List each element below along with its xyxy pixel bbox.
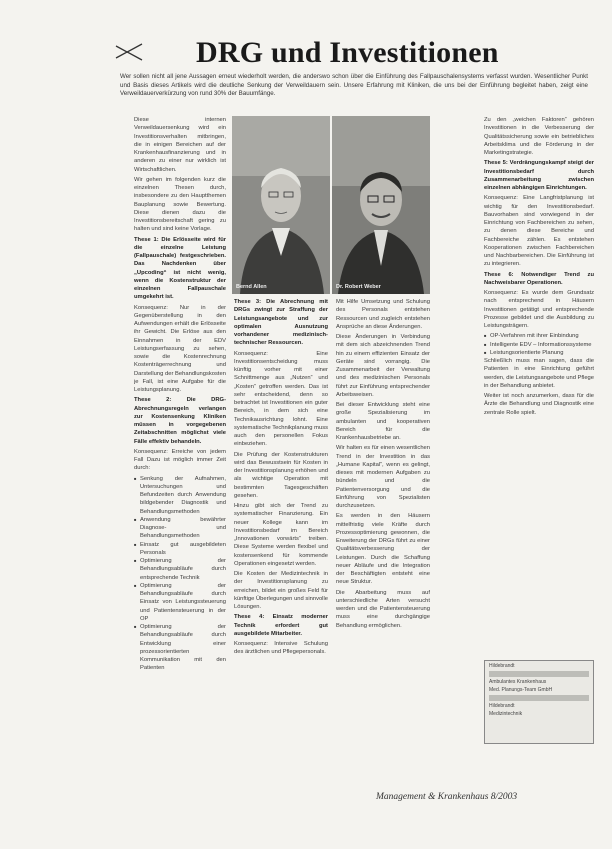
thesis-heading: These 6: Notwendiger Trend zu Nachweisbarer Operationen. — [484, 271, 594, 286]
thesis-heading: These 3: Die Abrechnung mit DRGs zwingt zur Straffung der Leistungsangebote und zur optimalen Ausnutzung vorhandener medizinisch-technischer Ressourcen. — [234, 299, 328, 347]
list-item: ■ Optimierung der Behandlungsabläufe durch Einsatz von Leistungssteuerung und Patientensteuerung in der OP — [134, 582, 226, 623]
list-item: ■ Intelligente EDV – Informationssysteme — [484, 341, 594, 349]
handwritten-cross-mark — [112, 40, 148, 66]
list-item: ■ OP-Verfahren mit ihrer Einbindung — [484, 332, 594, 340]
list-item: ■ Optimierung der Behandlungsabläufe durch Entwicklung einer prozessorientierten Kommunikation mit den Patienten — [134, 623, 226, 673]
box-line: Ambulantes Krankenhaus — [489, 679, 547, 685]
paragraph: Schließlich muss man sagen, dass die Patienten in eine Einrichtung geführt werden, die Leistungsangebote und Pflege in der Behandlung anbietet. — [484, 358, 594, 389]
thesis-heading: These 1: Die Erlösseite wird für die einzelne Leistung (Fallpauschale) festgeschrieben. Das Nachdenken über „Upcoding“ ist nicht wenig, wenn die Kostenstruktur der einzelnen Fallpauschale umgekehrt ist. — [134, 236, 226, 301]
paragraph: Mit Hilfe Umsetzung und Schulung des Personals entstehen Ressourcen und zugleich entstehen Ansprüche an diese Änderungen. — [336, 299, 430, 330]
paragraph: Hinzu gibt sich der Trend zu systematischer Finanzierung. Ein neuer Kollege kann im Investitionsbedarf im Bereich „Innovationen vorwärts“ treiben. Diese Systeme werden flexibel und kostensenkend für kommende Operationen eingesetzt werden. — [234, 503, 328, 567]
paragraph: Es werden in den Häusern mittelfristig viele Kräfte durch Prozessoptimierung gewonnen, die Erweiterung der DRGs führt zu einer Qualitätsverbesserung der Leistungen. Durch die Schaffung neuer Abläufe und die Integration der Beschäftigten entsteht eine neue Struktur. — [336, 513, 430, 586]
column-1 — [134, 116, 226, 736]
box-line: Hildebrandt — [489, 703, 515, 709]
paragraph: Die Kosten der Medizintechnik in der Investitionsplanung zu erreichen, bildet ein großes Feld für künftige Überlegungen und sinnvolle Lösungen. — [234, 571, 328, 610]
publication-footer: Management & Krankenhaus 8/2003 — [376, 792, 518, 802]
column-4 — [484, 116, 594, 656]
paragraph: Diese internen Verweildauersenkung wird ein Investitionsverhalten mitbringen, die in einigen Bereichen auf der Krankenhausfinanzierung und in anderen zu einer nur wirklich ist Wirtschaftlichen. — [134, 117, 226, 173]
bullet-list — [134, 475, 226, 673]
box-line: Med. Planungs-Team GmbH — [489, 687, 553, 693]
list-item: ■ Leistungsorientierte Planung — [484, 349, 594, 357]
article-title: DRG und Investitionen — [196, 36, 499, 69]
paragraph: Bei dieser Entwicklung steht eine große Spezialisierung im ambulanten und kooperativen Bereich für die Krankenhausbetriebe an. — [336, 402, 430, 441]
paragraph: Die Prüfung der Kostenstrukturen wird das Bewusstsein für Kosten in der Investitionsplanung erhöhen und als wichtige Operation mit bestimmten Tagesgeschäften gesehen. — [234, 451, 328, 499]
paragraph: Weiter ist noch anzumerken, dass für die Ärzte die Behandlung und Diagnostik eine zentrale Rolle spielt. — [484, 393, 594, 416]
thesis-heading: These 4: Einsatz moderner Technik erfordert gut ausgebildete Mitarbeiter. — [234, 614, 328, 637]
article-intro: Wer sollen nicht all jene Aussagen erneut wiederholt werden, die anderswo schon über die Einführung des Fallpauschalensystems verfasst wurden. Wesentlicher Punkt und Basis dieses Artikels wird die deutliche Senkung der Verweildauern sein. Unsere Erfahrung mit Kliniken, die uns bei der Einführung begleitet haben, zeigt eine Verweildauerverkürzung von rund 30% der Bauumfänge. — [120, 73, 588, 98]
list-item: ■ Anwendung bewährter Diagnose- und Behandlungsmethoden — [134, 516, 226, 541]
photo-caption: Dr. Robert Weber — [336, 284, 381, 290]
author-photos — [232, 116, 430, 294]
box-bar — [489, 671, 589, 677]
box-line: Hildebrandt — [489, 663, 515, 669]
column-2 — [234, 298, 328, 738]
thesis-heading: These 2: Die DRG-Abrechnungsregeln verlangen zur Kostensenkung Kliniken müssen in vorgegebenen Zeitabschnitten möglichst viele Fälle effektiv behandeln. — [134, 397, 226, 445]
box-bar — [489, 695, 589, 701]
author-photo-right — [332, 116, 430, 294]
author-photo-left — [232, 116, 330, 294]
column-3 — [336, 298, 430, 738]
paragraph: Konsequenz: Intensive Schulung des ärztlichen und Pflegepersonals. — [234, 641, 328, 656]
paragraph: Konsequenz: Erreiche von jedem Fall Dazu ist möglich immer Zeit durch: — [134, 448, 226, 472]
thesis-heading: These 5: Verdrängungskampf steigt der Investitionsbedarf durch Zusammenarbeitung zwischen einzelnen abhängigen Einrichtungen. — [484, 160, 594, 191]
paragraph: Konsequenz: Nur in der Gegenüberstellung in den Aufwendungen erhält die Erlösseite ihr Gewicht. Die Erlöse aus den Einnahmen in der EDV Leistungserfassung zu sehen, sowie die Kostenrechnung Kostenträgerrechnung und Darstellung der Behandlungskosten je Fall, ist eine Aufgabe für die Leistungsplanung. — [134, 304, 226, 393]
paragraph: Diese Änderungen in Verbindung mit dem sich abzeichnenden Trend hin zu einem effizienten Einsatz der Geräte sind vorrangig. Die Zusammenarbeit der Verwaltung und des medizinischen Personals führt zur Einführung entsprechender Arbeitsweisen. — [336, 334, 430, 398]
list-item: ■ Einsatz gut ausgebildeten Personals — [134, 541, 226, 558]
paragraph: Wir gehen im folgenden kurz die einzelnen Thesen durch, insbesondere zu den Hauptthemen Bauplanung sowie Bewertung. Diese dienen dazu die Investitionsbereitschaft gering zu halten und sind keine Vorlage. — [134, 176, 226, 233]
paragraph: Die Abarbeitung muss auf unterschiedliche Arten versucht werden und die Patientensteuerung muss eine durchgängige Behandlung ermöglichen. — [336, 589, 430, 629]
list-item: ■ Senkung der Aufnahmen, Untersuchungen und Befundzeiten durch Anwendung bildgebender Diagnostik und Behandlungsmethoden — [134, 475, 226, 516]
photo-caption: Bernd Allen — [236, 284, 267, 290]
company-info-box — [484, 660, 594, 744]
bullet-list — [484, 332, 594, 357]
paragraph: Wir halten es für einen wesentlichen Trend in der Investition in das „Humane Kapital“, wenn es gelingt, dieses mit modernen Aufgaben zu bündeln und die Patientenversorgung und die Einführung von Spezialisten durchzusetzen. — [336, 445, 430, 509]
paragraph: Konsequenz: Eine Investitionsentscheidung muss künftig vorher mit einer Schnittmenge aus „Nutzen“ und „Kosten“ getroffen werden. Das ist sehr entscheidend, denn so betrachtet ist Investitionen ein guter Bereich, in dem sich eine Technikausrichtung lohnt. Eine systematische Technikplanung muss auch den personellen Fokus einbeziehen. — [234, 350, 328, 448]
paragraph: Konsequenz: Es wurde dem Grundsatz nach entsprechend in Häusern Investitionen getätigt und entsprechende Prozesse gebildet und die Ausbildung zu Leistungsträgern. — [484, 290, 594, 329]
paragraph: Konsequenz: Eine Langfristplanung ist wichtig für den Investitionsbedarf. Bauvorhaben sind vorwiegend in der Einrichtung von Fachbereichen zu sehen, zu denen diese Bereiche und Fachbereiche zählen. Es entstehen Kooperationen zwischen Fachbereichen und Nachbarbereichen. Die Einführung ist zu integrieren. — [484, 195, 594, 268]
list-item: ■ Optimierung der Behandlungsabläufe durch entsprechende Technik — [134, 557, 226, 582]
box-line: Medizintechnik — [489, 711, 523, 717]
paragraph: Zu den „weichen Faktoren“ gehören Investitionen in die Verbesserung der Qualitätssicherung sowie ein betriebliches Arbeitsklima und die Förderung in der Marketingstrategie. — [484, 117, 594, 156]
